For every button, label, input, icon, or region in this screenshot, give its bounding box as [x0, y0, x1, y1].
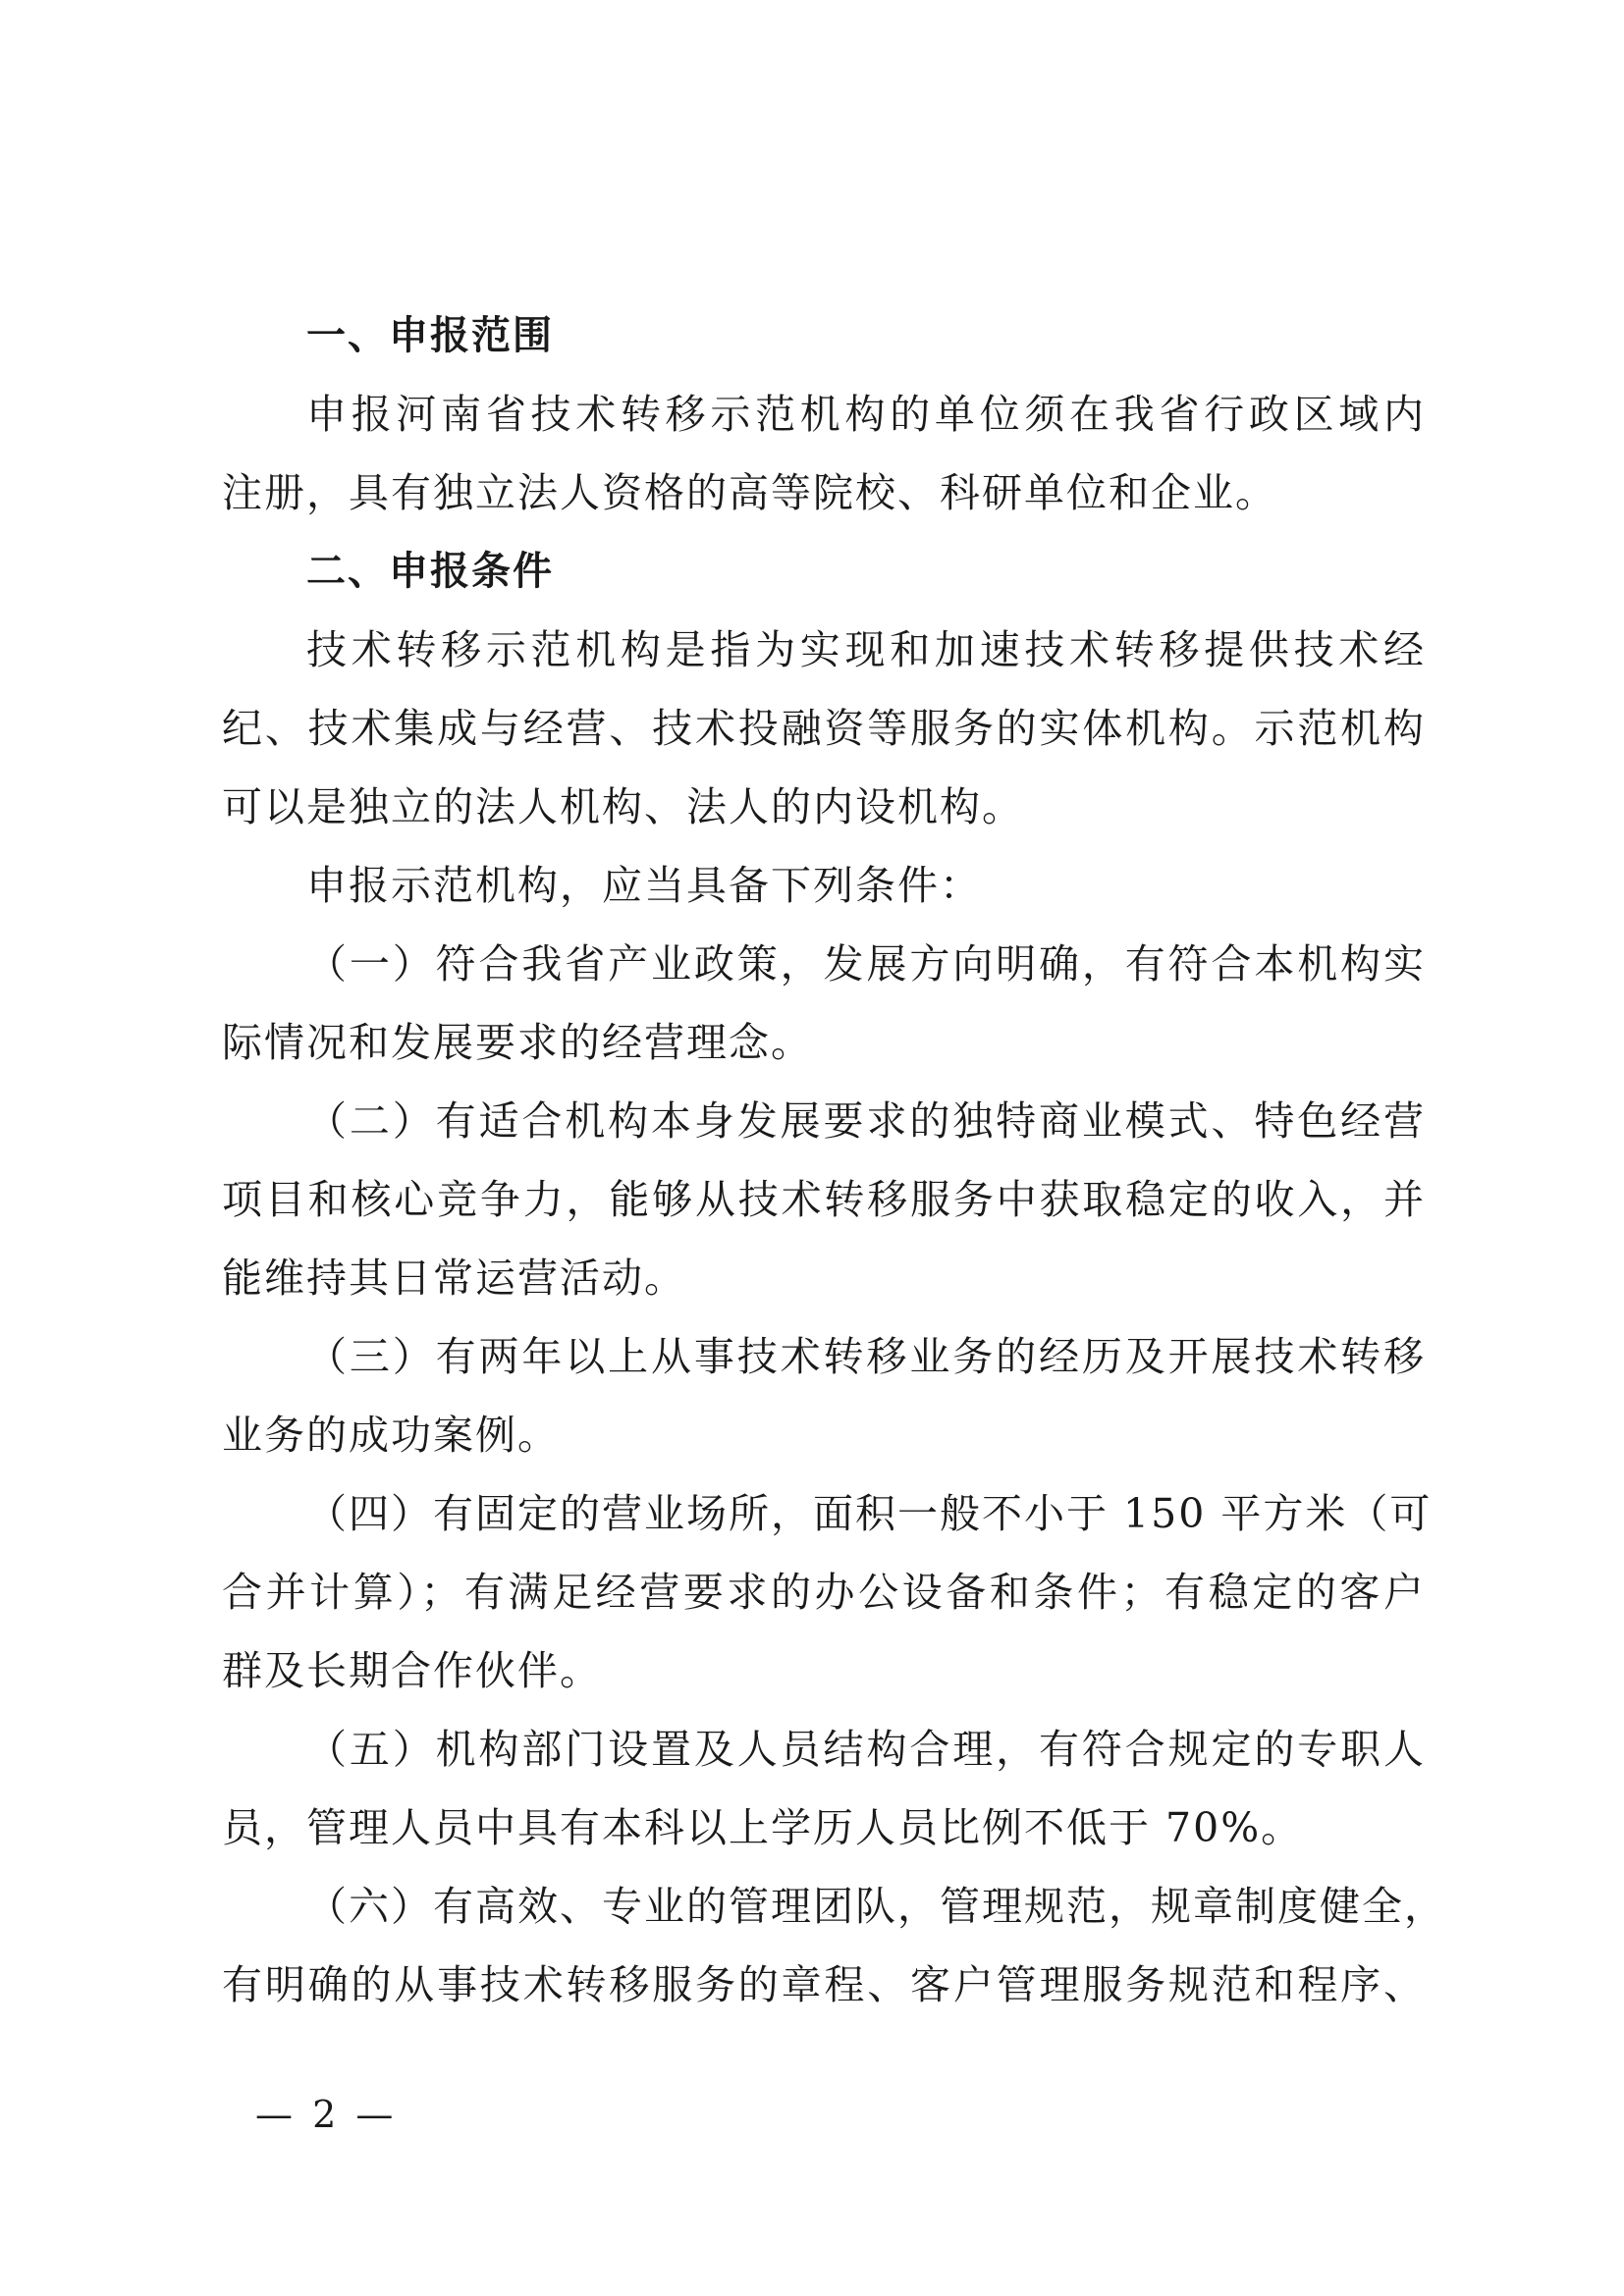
- condition-line: 业务的成功案例。: [222, 1412, 560, 1459]
- condition-line: （二）有适合机构本身发展要求的独特商业模式、特色经营: [306, 1097, 1426, 1145]
- condition-line: 项目和核心竞争力，能够从技术转移服务中获取稳定的收入，并: [222, 1176, 1426, 1223]
- paragraph-line: 注册，具有独立法人资格的高等院校、科研单位和企业。: [222, 469, 1277, 516]
- condition-line: 员，管理人员中具有本科以上学历人员比例不低于 70%。: [222, 1804, 1304, 1851]
- condition-line: 群及长期合作伙伴。: [222, 1647, 602, 1694]
- paragraph-line: 技术转移示范机构是指为实现和加速技术转移提供技术经: [306, 626, 1426, 673]
- condition-line: 合并计算）；有满足经营要求的办公设备和条件；有稳定的客户: [222, 1569, 1426, 1616]
- condition-line: （三）有两年以上从事技术转移业务的经历及开展技术转移: [306, 1333, 1426, 1380]
- condition-line: 有明确的从事技术转移服务的章程、客户管理服务规范和程序、: [222, 1961, 1426, 2008]
- page-number: — 2 —: [255, 2093, 398, 2136]
- paragraph-line: 纪、技术集成与经营、技术投融资等服务的实体机构。示范机构: [222, 705, 1426, 752]
- paragraph-line: 申报示范机构，应当具备下列条件：: [306, 862, 982, 909]
- section-heading-conditions: 二、申报条件: [306, 549, 554, 594]
- paragraph-line: 申报河南省技术转移示范机构的单位须在我省行政区域内: [306, 391, 1426, 438]
- condition-line: （一）符合我省产业政策，发展方向明确，有符合本机构实: [306, 940, 1426, 988]
- condition-line: （五）机构部门设置及人员结构合理，有符合规定的专职人: [306, 1726, 1426, 1773]
- condition-line: 际情况和发展要求的经营理念。: [222, 1019, 813, 1066]
- condition-line: 能维持其日常运营活动。: [222, 1255, 686, 1302]
- paragraph-line: 可以是独立的法人机构、法人的内设机构。: [222, 783, 1024, 830]
- condition-line: （四）有固定的营业场所，面积一般不小于 150 平方米（可: [306, 1490, 1433, 1537]
- section-heading-scope: 一、申报范围: [306, 313, 554, 358]
- condition-line: （六）有高效、专业的管理团队，管理规范，规章制度健全，: [306, 1883, 1446, 1930]
